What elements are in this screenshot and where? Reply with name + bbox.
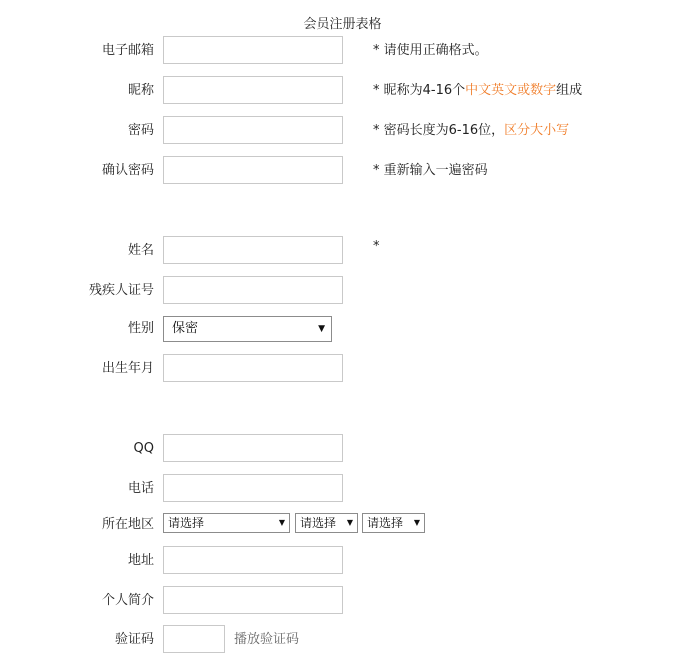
password-tip bbox=[373, 116, 569, 146]
bio-input[interactable] bbox=[163, 586, 343, 614]
bio-label: 个人简介 bbox=[101, 593, 154, 608]
caret-down-icon: ▼ bbox=[278, 518, 285, 527]
row-nickname bbox=[0, 76, 685, 106]
gender-selected-value: 保密 bbox=[172, 321, 199, 336]
row-qq bbox=[0, 434, 685, 464]
password-label: 密码 bbox=[127, 123, 154, 138]
row-name bbox=[0, 236, 685, 266]
nickname-tip-highlight: 中文英文或数字 bbox=[465, 83, 557, 98]
caret-down-icon: ▼ bbox=[346, 518, 353, 527]
district-selected-value: 请选择 bbox=[367, 516, 404, 530]
nickname-input[interactable] bbox=[163, 76, 343, 104]
gender-select[interactable] bbox=[163, 316, 332, 342]
nickname-label: 昵称 bbox=[127, 83, 154, 98]
row-email bbox=[0, 36, 685, 66]
nickname-tip-suffix: 组成 bbox=[556, 83, 583, 98]
row-captcha bbox=[0, 625, 685, 655]
email-tip: * 请使用正确格式。 bbox=[373, 43, 488, 58]
province-select[interactable] bbox=[163, 513, 290, 533]
province-selected-value: 请选择 bbox=[168, 516, 205, 530]
caret-down-icon: ▼ bbox=[318, 324, 325, 334]
row-disability-id bbox=[0, 276, 685, 306]
gender-label: 性别 bbox=[127, 321, 154, 336]
phone-input[interactable] bbox=[163, 474, 343, 502]
password-tip-highlight: 区分大小写 bbox=[504, 123, 570, 138]
disability-id-label: 残疾人证号 bbox=[88, 283, 154, 298]
play-captcha-link[interactable]: 播放验证码 bbox=[234, 632, 300, 647]
qq-input[interactable] bbox=[163, 434, 343, 462]
qq-label: QQ bbox=[133, 441, 154, 456]
row-birth bbox=[0, 354, 685, 384]
name-tip: * bbox=[373, 239, 380, 254]
name-label: 姓名 bbox=[127, 243, 154, 258]
nickname-tip-prefix: * 昵称为4-16个 bbox=[373, 83, 466, 98]
phone-label: 电话 bbox=[127, 481, 154, 496]
name-input[interactable] bbox=[163, 236, 343, 264]
row-phone bbox=[0, 474, 685, 504]
row-confirm-password bbox=[0, 156, 685, 186]
row-bio bbox=[0, 586, 685, 616]
city-select[interactable] bbox=[295, 513, 358, 533]
email-input[interactable] bbox=[163, 36, 343, 64]
birth-input[interactable] bbox=[163, 354, 343, 382]
nickname-tip bbox=[373, 76, 582, 106]
captcha-label: 验证码 bbox=[114, 632, 154, 647]
confirm-password-input[interactable] bbox=[163, 156, 343, 184]
form-title: 会员注册表格 bbox=[303, 17, 382, 32]
disability-id-input[interactable] bbox=[163, 276, 343, 304]
password-tip-prefix: * 密码长度为6-16位， bbox=[373, 123, 505, 138]
address-label: 地址 bbox=[127, 553, 154, 568]
row-address bbox=[0, 546, 685, 576]
password-input[interactable] bbox=[163, 116, 343, 144]
row-password bbox=[0, 116, 685, 146]
caret-down-icon: ▼ bbox=[413, 518, 420, 527]
region-label: 所在地区 bbox=[101, 517, 154, 532]
confirm-password-tip: * 重新输入一遍密码 bbox=[373, 163, 488, 178]
birth-label: 出生年月 bbox=[101, 361, 154, 376]
city-selected-value: 请选择 bbox=[300, 516, 337, 530]
address-input[interactable] bbox=[163, 546, 343, 574]
confirm-password-label: 确认密码 bbox=[101, 163, 154, 178]
captcha-input[interactable] bbox=[163, 625, 225, 653]
email-label: 电子邮箱 bbox=[101, 43, 154, 58]
district-select[interactable] bbox=[362, 513, 425, 533]
row-region bbox=[0, 510, 685, 540]
row-gender bbox=[0, 314, 685, 344]
